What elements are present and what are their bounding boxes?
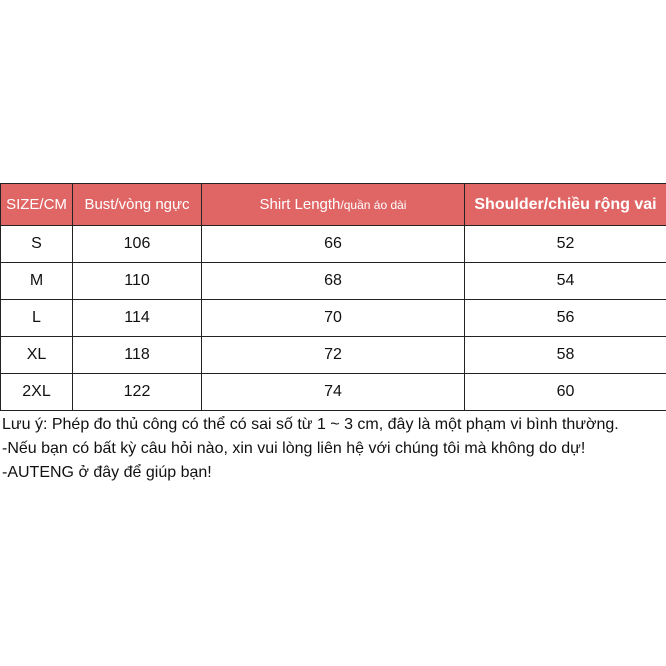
cell-bust: 118 [73,337,202,374]
cell-length: 74 [202,374,465,411]
cell-bust: 122 [73,374,202,411]
header-bust: Bust/vòng ngực [73,184,202,226]
header-length-sub: /quần áo dài [340,198,407,212]
table-row [1,300,666,337]
cell-shoulder: 52 [465,226,666,263]
size-chart-table [0,183,666,411]
cell-bust: 114 [73,300,202,337]
cell-shoulder: 60 [465,374,666,411]
cell-size: M [1,263,73,300]
cell-size: L [1,300,73,337]
header-shoulder: Shoulder/chiều rộng vai [465,184,666,226]
table-row [1,263,666,300]
cell-length: 70 [202,300,465,337]
cell-length: 66 [202,226,465,263]
table-row [1,374,666,411]
cell-bust: 106 [73,226,202,263]
cell-shoulder: 58 [465,337,666,374]
cell-size: S [1,226,73,263]
notes-block [2,413,664,485]
note-brand-help: -AUTENG ở đây để giúp bạn! [2,464,212,481]
table-row [1,226,666,263]
header-length-main: Shirt Length [259,196,341,213]
table-row [1,337,666,374]
cell-shoulder: 54 [465,263,666,300]
cell-bust: 110 [73,263,202,300]
header-length [202,184,465,226]
cell-length: 72 [202,337,465,374]
cell-size: 2XL [1,374,73,411]
cell-size: XL [1,337,73,374]
cell-length: 68 [202,263,465,300]
note-measurement-tolerance: Lưu ý: Phép đo thủ công có thể có sai số từ 1 ~ 3 cm, đây là một phạm vi bình thường. [2,416,619,433]
header-size: SIZE/CM [1,184,73,226]
cell-shoulder: 56 [465,300,666,337]
note-contact-us: -Nếu bạn có bất kỳ câu hỏi nào, xin vui lòng liên hệ với chúng tôi mà không do dự! [2,440,586,457]
header-row [1,184,666,226]
